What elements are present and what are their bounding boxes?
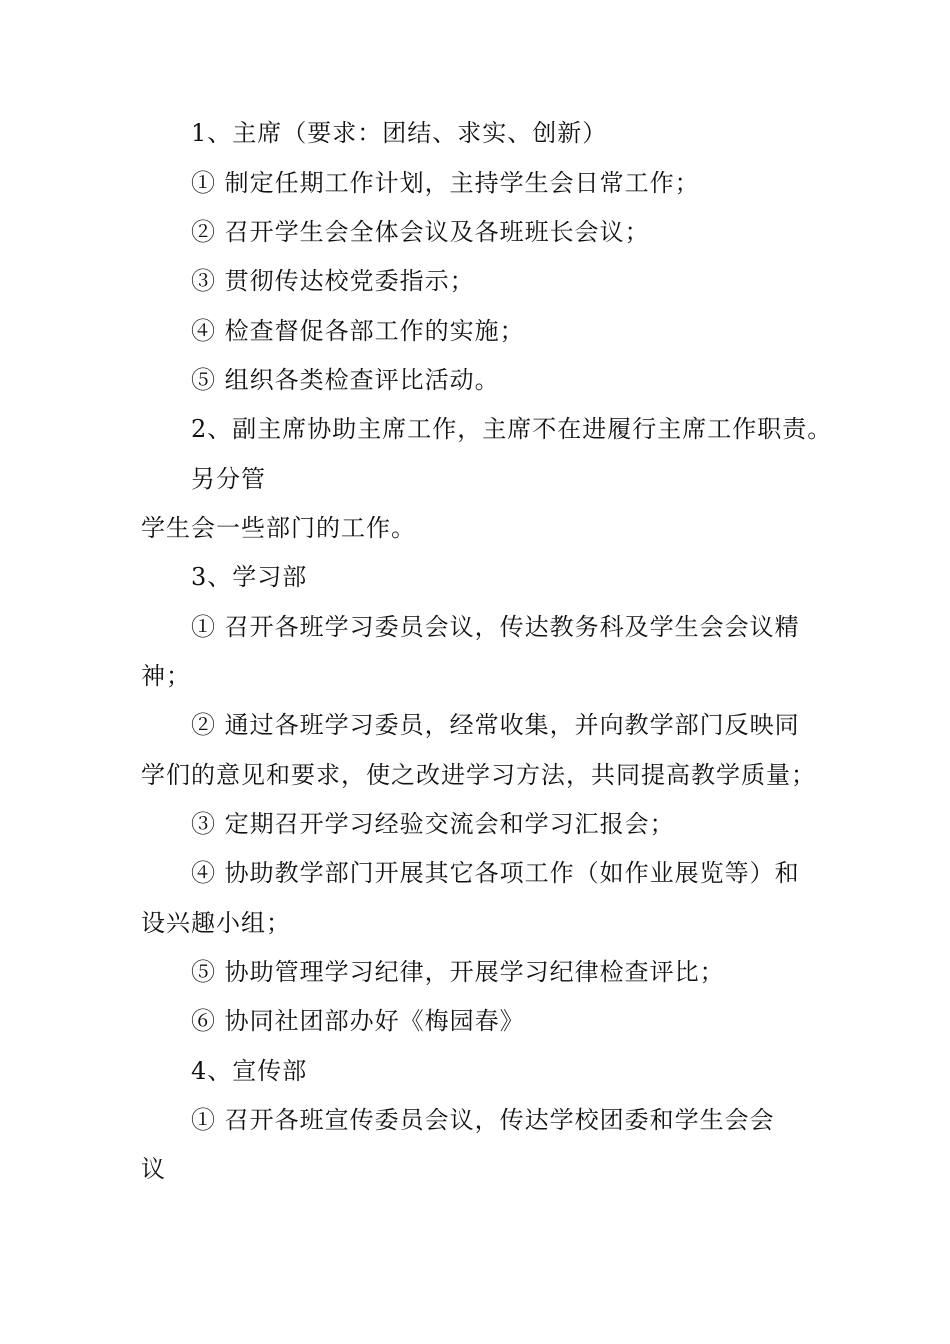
study-duty-2-cont: 学们的意见和要求，使之改进学习方法，共同提高教学质量； — [141, 761, 816, 789]
publicity-duty-1: ① 召开各班宣传委员会议，传达学校团委和学生会会 — [191, 1106, 775, 1134]
study-duty-5: ⑤ 协助管理学习纪律，开展学习纪律检查评比； — [191, 958, 725, 986]
heading-vice-chairman: 2、副主席协助主席工作，主席不在进履行主席工作职责。 — [191, 415, 833, 443]
study-duty-2: ② 通过各班学习委员，经常收集，并向教学部门反映同 — [191, 711, 800, 739]
chairman-duty-3: ③ 贯彻传达校党委指示； — [191, 267, 475, 295]
study-duty-4-cont: 设兴趣小组； — [141, 909, 291, 937]
heading-study-dept: 3、学习部 — [191, 563, 308, 591]
chairman-duty-4: ④ 检查督促各部工作的实施； — [191, 317, 525, 345]
chairman-duty-2: ② 召开学生会全体会议及各班班长会议； — [191, 218, 650, 246]
study-duty-1-cont: 神； — [141, 662, 191, 690]
publicity-duty-1-cont: 议 — [141, 1155, 166, 1183]
vice-chairman-text-cont: 学生会一些部门的工作。 — [141, 514, 416, 542]
chairman-duty-1: ① 制定任期工作计划，主持学生会日常工作； — [191, 169, 700, 197]
chairman-duty-5: ⑤ 组织各类检查评比活动。 — [191, 366, 500, 394]
study-duty-3: ③ 定期召开学习经验交流会和学习汇报会； — [191, 810, 675, 838]
study-duty-1: ① 召开各班学习委员会议，传达教务科及学生会会议精 — [191, 613, 800, 641]
vice-chairman-text: 另分管 — [191, 465, 266, 493]
heading-publicity-dept: 4、宣传部 — [191, 1057, 308, 1085]
study-duty-6: ⑥ 协同社团部办好《梅园春》 — [191, 1007, 525, 1035]
heading-chairman: 1、主席（要求：团结、求实、创新） — [191, 119, 608, 147]
study-duty-4: ④ 协助教学部门开展其它各项工作（如作业展览等）和 — [191, 859, 800, 887]
